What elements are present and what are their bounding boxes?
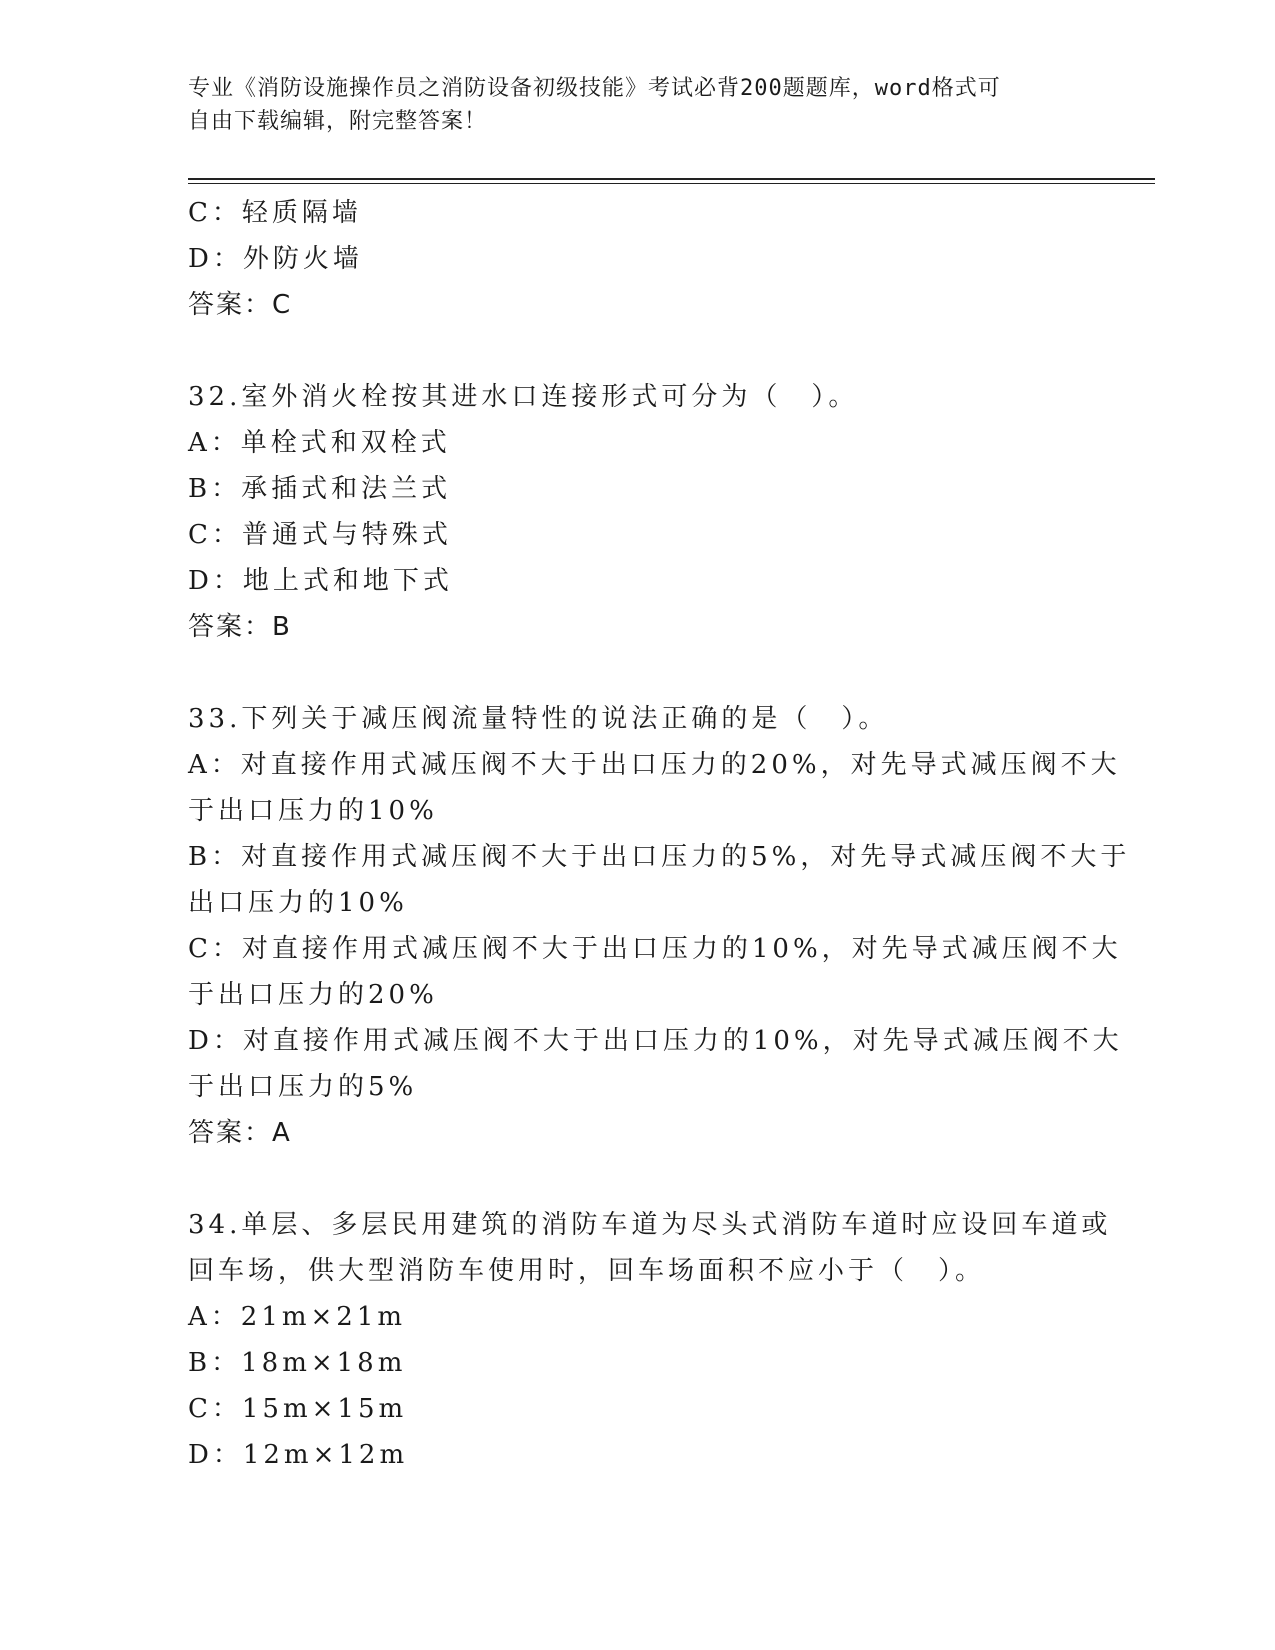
option-b-line-1: B：对直接作用式减压阀不大于出口压力的5%，对先导式减压阀不大于 <box>188 842 1131 872</box>
option-c: C：15m×15m <box>188 1394 408 1424</box>
header-rule-top <box>188 178 1155 180</box>
question-text-line-1: 34.单层、多层民用建筑的消防车道为尽头式消防车道时应设回车道或 <box>188 1210 1112 1240</box>
spacer <box>188 328 1088 374</box>
answer: 答案：B <box>188 612 292 642</box>
option-b: B：承插式和法兰式 <box>188 474 452 504</box>
option-c-line-2: 于出口压力的20% <box>188 980 438 1010</box>
option-d-line-1: D：对直接作用式减压阀不大于出口压力的10%，对先导式减压阀不大 <box>188 1026 1123 1056</box>
option-d-line-2: 于出口压力的5% <box>188 1072 418 1102</box>
option-d: D：地上式和地下式 <box>188 566 453 596</box>
question-32 <box>188 374 1088 650</box>
answer: 答案：A <box>188 1118 292 1148</box>
spacer <box>188 1156 1088 1202</box>
option-a-line-1: A：对直接作用式减压阀不大于出口压力的20%，对先导式减压阀不大 <box>188 750 1121 780</box>
question-31-tail <box>188 190 1088 328</box>
option-d: D：外防火墙 <box>188 244 363 274</box>
option-b: B：18m×18m <box>188 1348 407 1378</box>
spacer <box>188 650 1088 696</box>
question-text: 33.下列关于减压阀流量特性的说法正确的是（ ）。 <box>188 704 889 734</box>
option-a: A：单栓式和双栓式 <box>188 428 451 458</box>
option-a-line-2: 于出口压力的10% <box>188 796 438 826</box>
option-c: C：普通式与特殊式 <box>188 520 452 550</box>
option-a: A：21m×21m <box>188 1302 407 1332</box>
question-34 <box>188 1202 1112 1478</box>
header-line-2: 自由下载编辑，附完整答案！ <box>188 109 488 134</box>
option-c: C：轻质隔墙 <box>188 198 362 228</box>
question-list <box>188 190 1131 1478</box>
question-text: 32.室外消火栓按其进水口连接形式可分为（ ）。 <box>188 382 859 412</box>
header-rule-bottom <box>188 183 1155 184</box>
answer: 答案：C <box>188 290 293 320</box>
question-text-line-2: 回车场，供大型消防车使用时，回车场面积不应小于（ ）。 <box>188 1256 986 1286</box>
question-33 <box>188 696 1131 1156</box>
option-c-line-1: C：对直接作用式减压阀不大于出口压力的10%，对先导式减压阀不大 <box>188 934 1122 964</box>
header-line-1: 专业《消防设施操作员之消防设备初级技能》考试必背200题题库，word格式可 <box>188 76 1001 101</box>
option-b-line-2: 出口压力的10% <box>188 888 408 918</box>
document-header <box>188 72 1088 138</box>
option-d: D：12m×12m <box>188 1440 409 1470</box>
